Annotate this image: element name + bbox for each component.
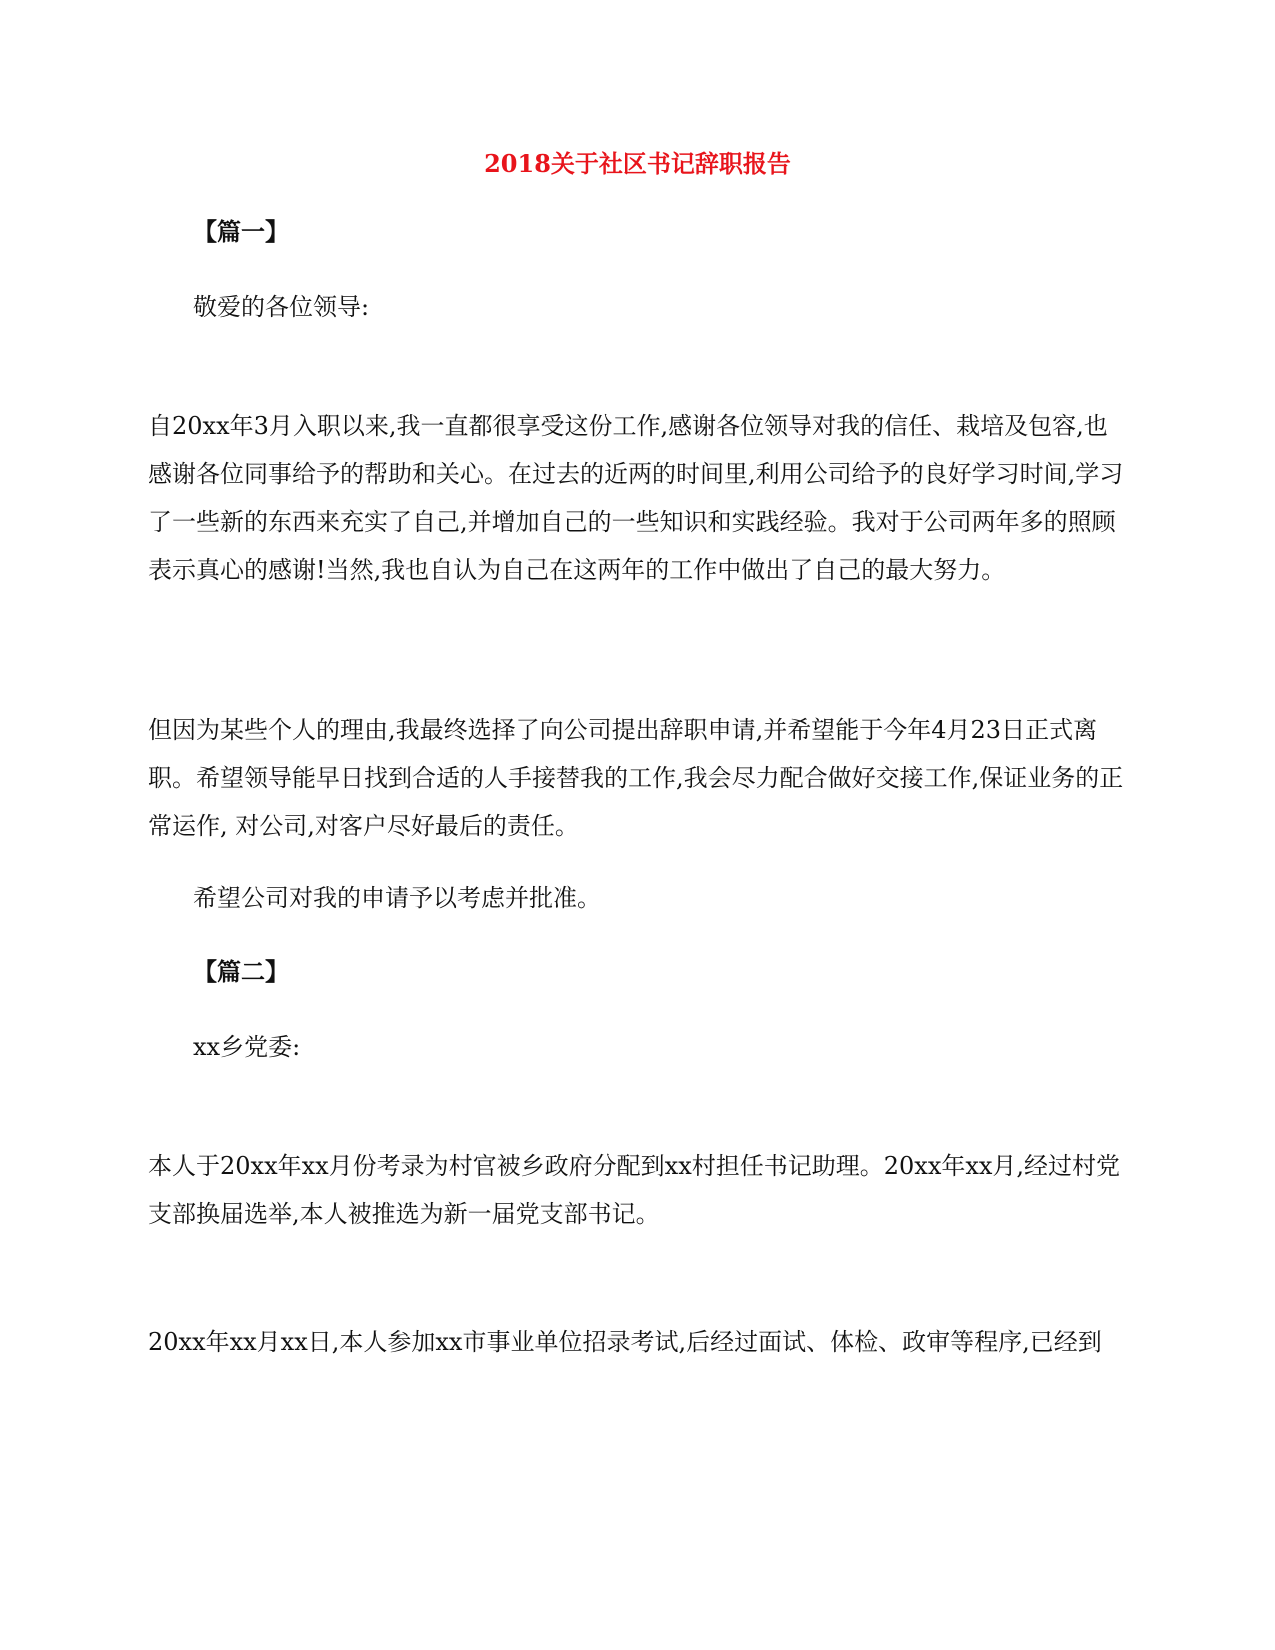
section-heading-2: 【篇二】 — [193, 957, 289, 986]
paragraph-1-1: 自20xx年3月入职以来,我一直都很享受这份工作,感谢各位领导对我的信任、栽培及包容,也感谢各位同事给予的帮助和关心。在过去的近两的时间里,利用公司给予的良好学习时间,学习了一些新的东西来充实了自己,并增加自己的一些知识和实践经验。我对于公司两年多的照顾表示真心的感谢!当然,我也自认为自己在这两年的工作中做出了自己的最大努力。 — [148, 412, 1124, 584]
paragraph-2-1: 本人于20xx年xx月份考录为村官被乡政府分配到xx村担任书记助理。20xx年xx月,经过村党支部换届选举,本人被推选为新一届党支部书记。 — [148, 1152, 1121, 1228]
salutation-2: xx乡党委: — [193, 1033, 301, 1061]
paragraph-2-2: 20xx年xx月xx日,本人参加xx市事业单位招录考试,后经过面试、体检、政审等程序,已经到 — [148, 1328, 1102, 1356]
closing-1: 希望公司对我的申请予以考虑并批准。 — [193, 884, 601, 912]
document-title: 2018关于社区书记辞职报告 — [484, 149, 791, 178]
section-heading-1: 【篇一】 — [193, 217, 289, 246]
paragraph-1-2: 但因为某些个人的理由,我最终选择了向公司提出辞职申请,并希望能于今年4月23日正式离职。希望领导能早日找到合适的人手接替我的工作,我会尽力配合做好交接工作,保证业务的正常运作, 对公司,对客户尽好最后的责任。 — [148, 716, 1124, 840]
salutation-1: 敬爱的各位领导: — [193, 293, 370, 321]
